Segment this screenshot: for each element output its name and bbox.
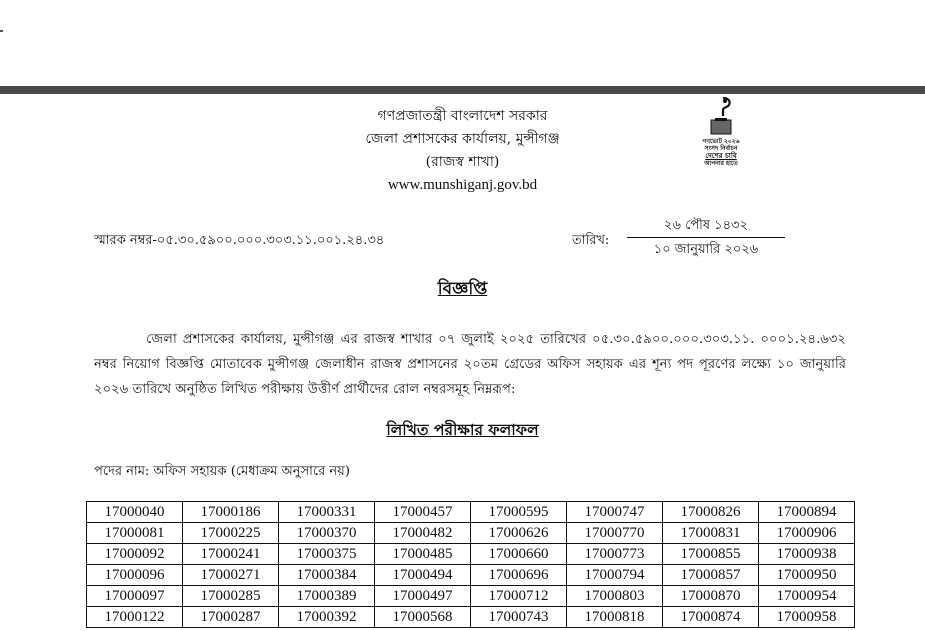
roll-cell: 17000773: [567, 544, 663, 565]
roll-cell: 17000770: [567, 523, 663, 544]
roll-cell: 17000285: [183, 586, 279, 607]
roll-cell: 17000225: [183, 523, 279, 544]
branch-name: (রাজস্ব শাখা): [425, 154, 500, 170]
election-emblem: [688, 96, 754, 188]
emblem-line-1: গণভোট ২০২৬: [702, 138, 740, 145]
roll-cell: 17000747: [567, 502, 663, 523]
roll-cell: 17000660: [471, 544, 567, 565]
roll-cell: 17000803: [567, 586, 663, 607]
roll-cell: 17000818: [567, 607, 663, 628]
roll-cell: 17000958: [759, 607, 855, 628]
table-row: [87, 607, 855, 628]
roll-cell: 17000331: [279, 502, 375, 523]
roll-cell: 17000497: [375, 586, 471, 607]
roll-cell: 17000874: [663, 607, 759, 628]
roll-cell: 17000950: [759, 565, 855, 586]
roll-cell: 17000938: [759, 544, 855, 565]
top-divider: [0, 86, 925, 94]
roll-cell: 17000375: [279, 544, 375, 565]
roll-cell: 17000568: [375, 607, 471, 628]
roll-cell: 17000081: [87, 523, 183, 544]
roll-cell: 17000696: [471, 565, 567, 586]
roll-cell: 17000092: [87, 544, 183, 565]
roll-cell: 17000485: [375, 544, 471, 565]
office-name: জেলা প্রশাসকের কার্যালয়, মুন্সীগঞ্জ: [365, 131, 560, 147]
roll-cell: 17000857: [663, 565, 759, 586]
roll-cell: 17000389: [279, 586, 375, 607]
roll-cell: 17000097: [87, 586, 183, 607]
roll-cell: 17000457: [375, 502, 471, 523]
roll-cell: 17000626: [471, 523, 567, 544]
roll-cell: 17000743: [471, 607, 567, 628]
table-row: [87, 502, 855, 523]
roll-cell: 17000494: [375, 565, 471, 586]
roll-cell: 17000040: [87, 502, 183, 523]
result-title: লিখিত পরীক্ষার ফলাফল: [386, 420, 539, 439]
page-edge-mark: [0, 30, 3, 32]
roll-cell: 17000392: [279, 607, 375, 628]
roll-cell: 17000122: [87, 607, 183, 628]
table-row: [87, 544, 855, 565]
notice-body: জেলা প্রশাসকের কার্যালয়, মুন্সীগঞ্জ এর রাজস্ব শাখার ০৭ জুলাই ২০২৫ তারিখের ০৫.৩০.৫৯০০.০০০.৩০৩.১১. ০০০১.২৪.৬৩২ নম্বর নিয়োগ বিজ্ঞপ্তি মোতাবেক মুন্সীগঞ্জ জেলাধীন রাজস্ব প্রশাসনের ২০তম গ্রেডের অফিস সহায়ক এর শূন্য পদ পূরণের লক্ষ্যে ১০ জানুয়ারি ২০২৬ তারিখে অনুষ্ঠিত লিখিত পরীক্ষায় উত্তীর্ণ প্রার্থীদের রোল নম্বরসমূহ নিম্নরূপ:: [94, 332, 846, 397]
roll-cell: 17000595: [471, 502, 567, 523]
date-label: তারিখ:: [572, 233, 610, 248]
roll-cell: 17000794: [567, 565, 663, 586]
roll-cell: 17000894: [759, 502, 855, 523]
memo-number: স্মারক নম্বর-০৫.৩০.৫৯০০.০০০.৩০৩.১১.০০১.২৪.৩৪: [94, 233, 385, 248]
roll-cell: 17000241: [183, 544, 279, 565]
roll-cell: 17000870: [663, 586, 759, 607]
post-name: পদের নাম: অফিস সহায়ক (মেধাক্রম অনুসারে নয়): [94, 464, 350, 479]
roll-cell: 17000954: [759, 586, 855, 607]
roll-cell: 17000906: [759, 523, 855, 544]
notice-title: বিজ্ঞপ্তি: [437, 279, 488, 299]
emblem-line-4: আপনার হাতে: [704, 160, 738, 167]
roll-cell: 17000855: [663, 544, 759, 565]
roll-cell: 17000831: [663, 523, 759, 544]
roll-cell: 17000826: [663, 502, 759, 523]
roll-cell: 17000482: [375, 523, 471, 544]
table-row: [87, 586, 855, 607]
roll-number-table: [86, 501, 855, 628]
roll-cell: 17000712: [471, 586, 567, 607]
letterhead: [0, 105, 925, 197]
date-divider: [627, 237, 785, 238]
emblem-line-3: দেশের চাবি: [705, 152, 737, 160]
table-row: [87, 565, 855, 586]
roll-cell: 17000384: [279, 565, 375, 586]
date-gregorian: ১০ জানুয়ারি ২০২৬: [653, 242, 759, 257]
roll-cell: 17000370: [279, 523, 375, 544]
roll-cell: 17000271: [183, 565, 279, 586]
website-link[interactable]: www.munshiganj.gov.bd: [387, 177, 538, 193]
table-row: [87, 523, 855, 544]
roll-cell: 17000096: [87, 565, 183, 586]
ballot-key-icon: [706, 96, 736, 138]
government-name: গণপ্রজাতন্ত্রী বাংলাদেশ সরকার: [377, 108, 548, 124]
date-block: [627, 216, 785, 260]
roll-cell: 17000287: [183, 607, 279, 628]
emblem-line-2: সংসদ নির্বাচন: [704, 145, 738, 152]
date-bangla: ২৬ পৌষ ১৪৩২: [664, 218, 748, 233]
roll-cell: 17000186: [183, 502, 279, 523]
